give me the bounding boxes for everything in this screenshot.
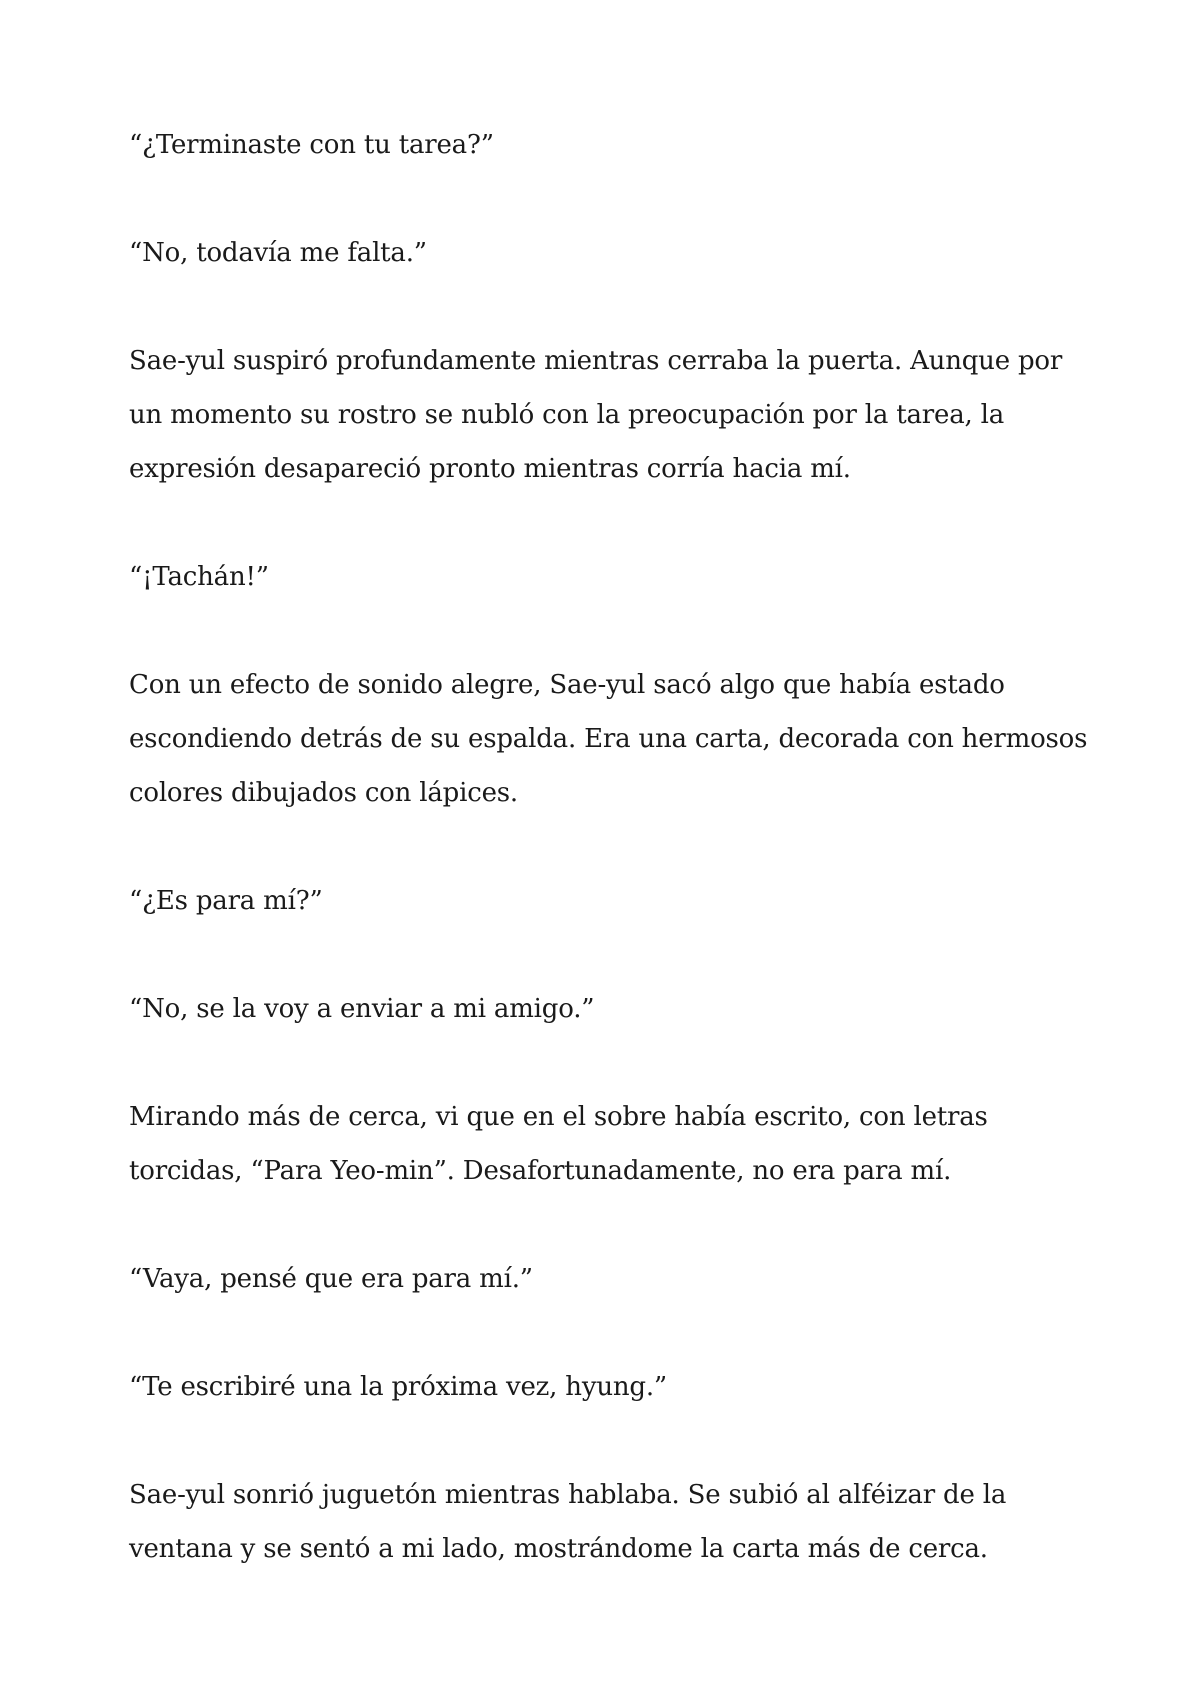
dialogue-line: “¿Terminaste con tu tarea?” xyxy=(129,130,494,160)
narrative-paragraph: Sae-yul suspiró profundamente mientras cerraba la puerta. Aunque por un momento su rostro se nubló con la preocupación por la tarea, la expresión desapareció pronto mientras corría hacia mí. xyxy=(129,346,1063,484)
narrative-paragraph: Con un efecto de sonido alegre, Sae-yul sacó algo que había estado escondiendo detrás de su espalda. Era una carta, decorada con hermosos colores dibujados con lápices. xyxy=(129,670,1088,808)
dialogue-line: “Te escribiré una la próxima vez, hyung.” xyxy=(129,1372,668,1402)
dialogue-line: “¡Tachán!” xyxy=(129,562,269,592)
dialogue-line: “No, todavía me falta.” xyxy=(129,238,427,268)
document-page xyxy=(129,118,1089,1630)
dialogue-line: “No, se la voy a enviar a mi amigo.” xyxy=(129,994,595,1024)
narrative-paragraph: Mirando más de cerca, vi que en el sobre había escrito, con letras torcidas, “Para Yeo-min”. Desafortunadamente, no era para mí. xyxy=(129,1102,988,1186)
narrative-paragraph: Sae-yul sonrió juguetón mientras hablaba. Se subió al alféizar de la ventana y se sentó a mi lado, mostrándome la carta más de cerca. xyxy=(129,1480,1007,1564)
dialogue-line: “¿Es para mí?” xyxy=(129,886,323,916)
dialogue-line: “Vaya, pensé que era para mí.” xyxy=(129,1264,533,1294)
